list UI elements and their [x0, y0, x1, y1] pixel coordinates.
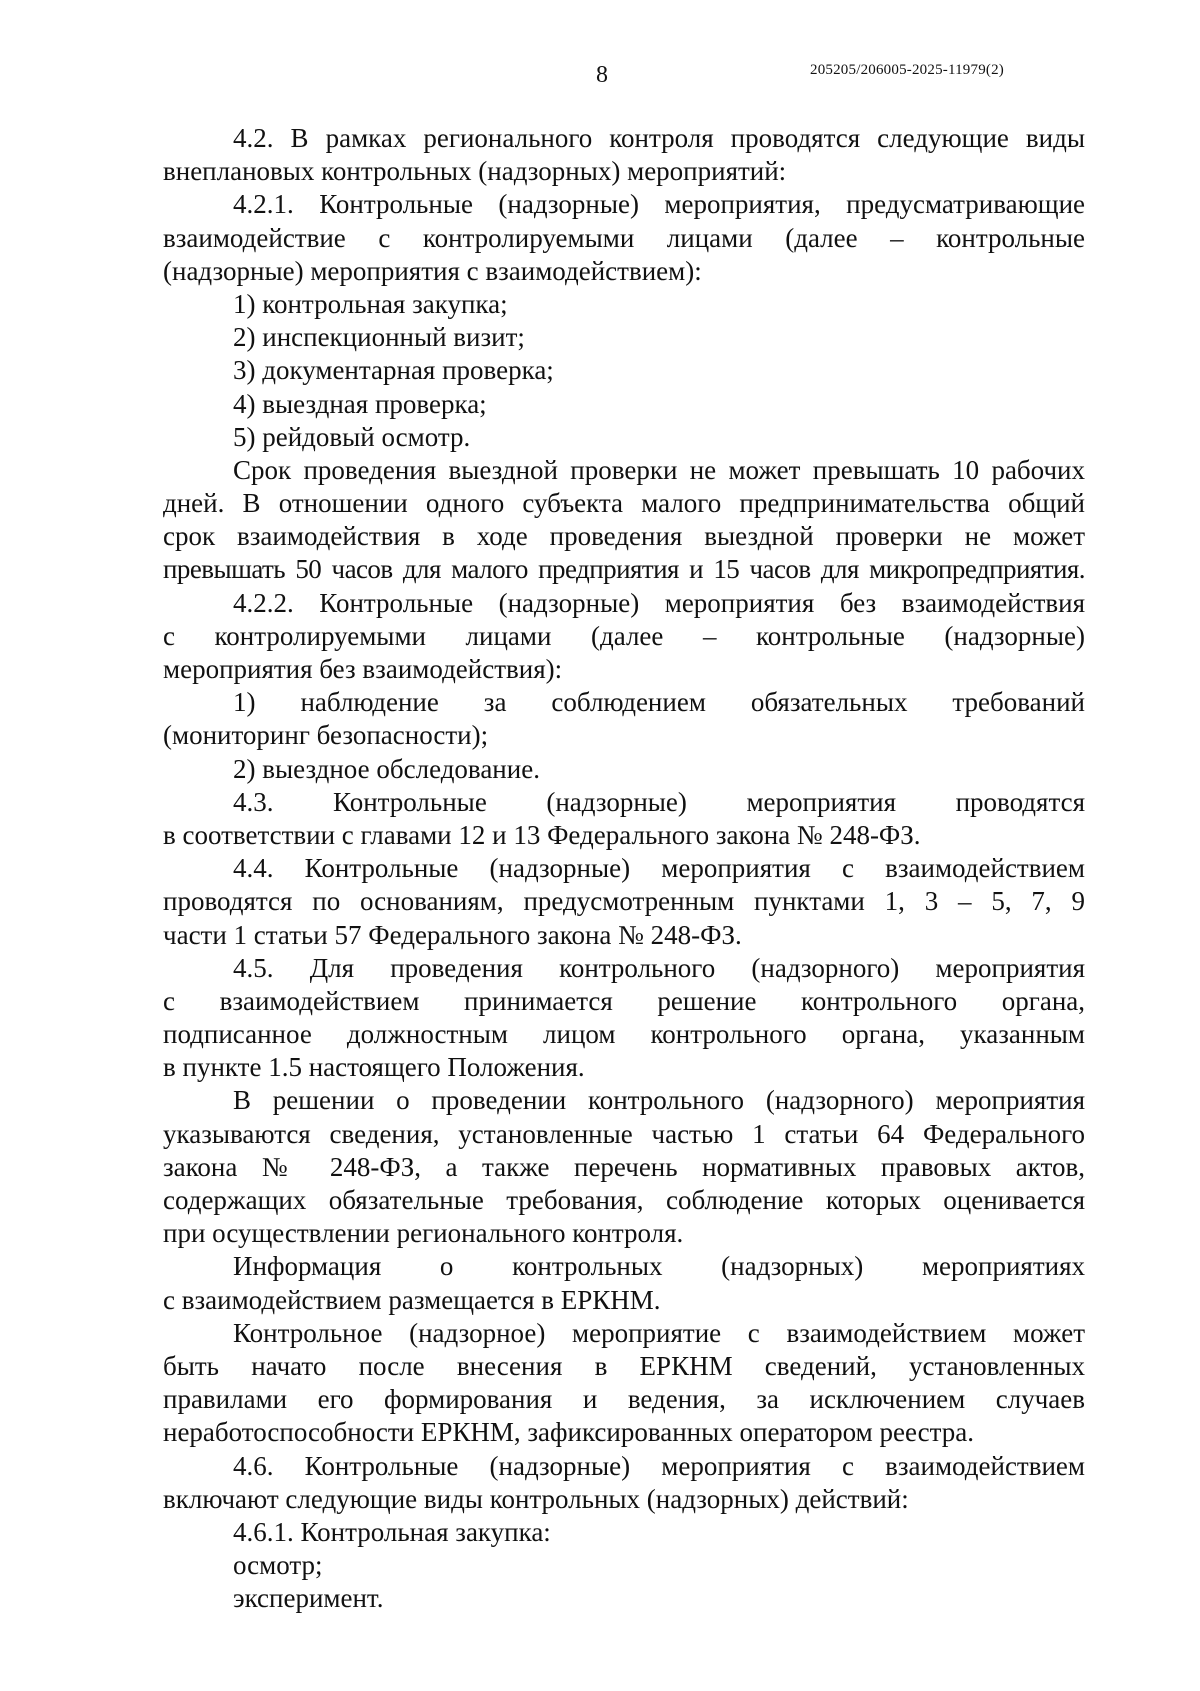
text-line: подписанное должностным лицом контрольного органа, указанным — [163, 1019, 1085, 1050]
text-line: 4.2.1. Контрольные (надзорные) мероприятия, предусматривающие — [233, 189, 1085, 220]
text-line: 1) наблюдение за соблюдением обязательных требований — [233, 687, 1085, 718]
document-body — [163, 122, 1085, 1615]
text-line: 4) выездная проверка; — [233, 388, 487, 419]
text-line: в соответствии с главами 12 и 13 Федерального закона № 248-ФЗ. — [163, 819, 921, 850]
text-line: Контрольное (надзорное) мероприятие с взаимодействием может — [233, 1317, 1085, 1348]
text-line: взаимодействие с контролируемыми лицами (далее – контрольные — [163, 222, 1085, 253]
text-line: 4.4. Контрольные (надзорные) мероприятия с взаимодействием — [233, 853, 1085, 884]
text-line: (надзорные) мероприятия с взаимодействием): — [163, 255, 702, 286]
text-line: проводятся по основаниям, предусмотренным пунктами 1, 3 – 5, 7, 9 — [163, 886, 1085, 917]
text-line: 4.2. В рамках регионального контроля проводятся следующие виды — [233, 123, 1085, 153]
text-line: 4.6. Контрольные (надзорные) мероприятия с взаимодействием — [233, 1450, 1085, 1481]
text-line: с контролируемыми лицами (далее – контрольные (надзорные) — [163, 620, 1085, 651]
text-line: эксперимент. — [233, 1583, 384, 1614]
text-line: части 1 статьи 57 Федерального закона № 248-ФЗ. — [163, 919, 742, 950]
text-line: неработоспособности ЕРКНМ, зафиксированных оператором реестра. — [163, 1417, 974, 1448]
text-line: осмотр; — [233, 1550, 323, 1581]
text-line: мероприятия без взаимодействия): — [163, 654, 563, 684]
text-line: В решении о проведении контрольного (надзорного) мероприятия — [233, 1085, 1085, 1116]
text-line: 4.3. Контрольные (надзорные) мероприятия проводятся — [233, 786, 1085, 817]
text-line: закона № 248-ФЗ, а также перечень нормативных правовых актов, — [163, 1151, 1085, 1182]
text-line: 4.2.2. Контрольные (надзорные) мероприятия без взаимодействия — [233, 587, 1085, 618]
text-line: 5) рейдовый осмотр. — [233, 421, 471, 452]
text-line: 3) документарная проверка; — [233, 355, 554, 386]
text-line: в пункте 1.5 настоящего Положения. — [163, 1052, 585, 1083]
page-number: 8 — [596, 62, 608, 88]
text-line: содержащих обязательные требования, соблюдение которых оценивается — [163, 1185, 1085, 1215]
text-line: с взаимодействием принимается решение контрольного органа, — [163, 985, 1085, 1016]
text-line: срок взаимодействия в ходе проведения выездной проверки не может — [163, 521, 1085, 552]
text-line: правилами его формирования и ведения, за исключением случаев — [163, 1384, 1085, 1415]
text-line: превышать 50 часов для малого предприятия и 15 часов для микропредприятия. — [163, 554, 1085, 585]
text-line: указываются сведения, установленные частью 1 статьи 64 Федерального — [163, 1118, 1085, 1149]
text-line: 2) выездное обследование. — [233, 753, 540, 784]
text-line: Срок проведения выездной проверки не может превышать 10 рабочих — [233, 454, 1085, 485]
text-line: (мониторинг безопасности); — [163, 720, 489, 751]
text-line: быть начато после внесения в ЕРКНМ сведений, установленных — [163, 1350, 1085, 1381]
page-header — [0, 58, 1200, 98]
text-line: 4.6.1. Контрольная закупка: — [233, 1516, 551, 1547]
text-line: с взаимодействием размещается в ЕРКНМ. — [163, 1284, 661, 1315]
text-line: при осуществлении регионального контроля. — [163, 1218, 684, 1249]
text-line: 2) инспекционный визит; — [233, 322, 525, 353]
text-line: 4.5. Для проведения контрольного (надзорного) мероприятия — [233, 952, 1085, 983]
document-id: 205205/206005-2025-11979(2) — [810, 62, 1004, 78]
text-line: включают следующие виды контрольных (надзорных) действий: — [163, 1483, 909, 1514]
text-line: Информация о контрольных (надзорных) мероприятиях — [233, 1251, 1085, 1282]
text-line: 1) контрольная закупка; — [233, 288, 508, 319]
text-line: внеплановых контрольных (надзорных) мероприятий: — [163, 156, 787, 187]
text-line: дней. В отношении одного субъекта малого предпринимательства общий — [163, 488, 1085, 519]
